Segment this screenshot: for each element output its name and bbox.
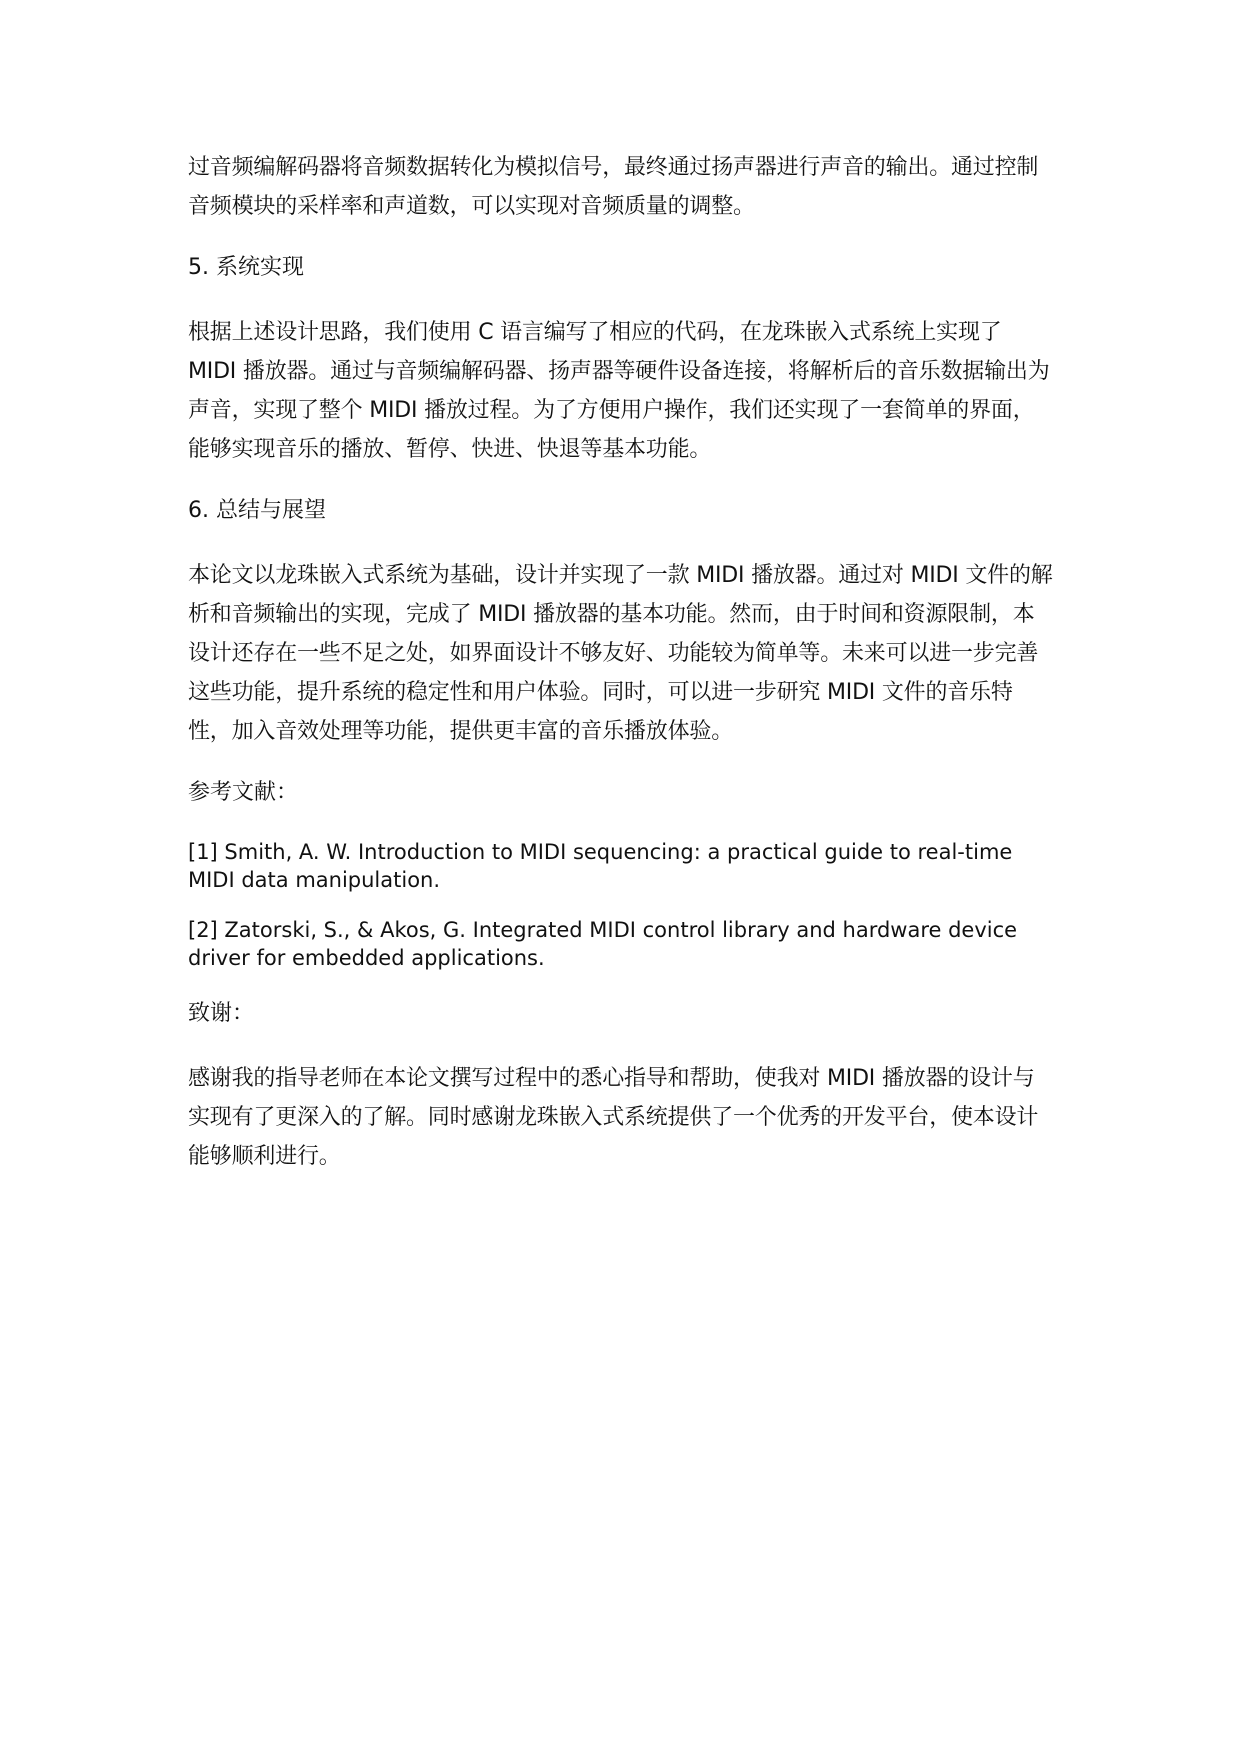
section-5-body: 根据上述设计思路，我们使用 C 语言编写了相应的代码，在龙珠嵌入式系统上实现了 MIDI 播放器。通过与音频编解码器、扬声器等硬件设备连接，将解析后的音乐数据输出为声音，实现了整个 MIDI 播放过程。为了方便用户操作，我们还实现了一套简单的界面，能够实现音乐的播放、暂停、快进、快退等基本功能。 bbox=[188, 320, 1050, 462]
reference-item-2: [2] Zatorski, S., & Akos, G. Integrated MIDI control library and hardware device driver for embedded applications. bbox=[188, 918, 1018, 970]
section-6-heading: 6. 总结与展望 bbox=[188, 498, 326, 523]
acknowledgements-body: 感谢我的指导老师在本论文撰写过程中的悉心指导和帮助，使我对 MIDI 播放器的设计与实现有了更深入的了解。同时感谢龙珠嵌入式系统提供了一个优秀的开发平台，使本设计能够顺利进行。 bbox=[188, 1066, 1039, 1169]
document-content bbox=[188, 148, 1054, 1198]
references-heading: 参考文献： bbox=[188, 780, 299, 805]
acknowledgements-heading: 致谢： bbox=[188, 1001, 255, 1026]
intro-paragraph: 过音频编解码器将音频数据转化为模拟信号，最终通过扬声器进行声音的输出。通过控制音频模块的采样率和声道数，可以实现对音频质量的调整。 bbox=[188, 155, 1039, 219]
section-5-heading: 5. 系统实现 bbox=[188, 255, 304, 280]
section-6-body: 本论文以龙珠嵌入式系统为基础，设计并实现了一款 MIDI 播放器。通过对 MIDI 文件的解析和音频输出的实现，完成了 MIDI 播放器的基本功能。然而，由于时间和资源限制，本设计还存在一些不足之处，如界面设计不够友好、功能较为简单等。未来可以进一步完善这些功能，提升系统的稳定性和用户体验。同时，可以进一步研究 MIDI 文件的音乐特性，加入音效处理等功能，提供更丰富的音乐播放体验。 bbox=[188, 563, 1053, 744]
reference-item-1: [1] Smith, A. W. Introduction to MIDI sequencing: a practical guide to real-time MIDI data manipulation. bbox=[188, 840, 1013, 892]
